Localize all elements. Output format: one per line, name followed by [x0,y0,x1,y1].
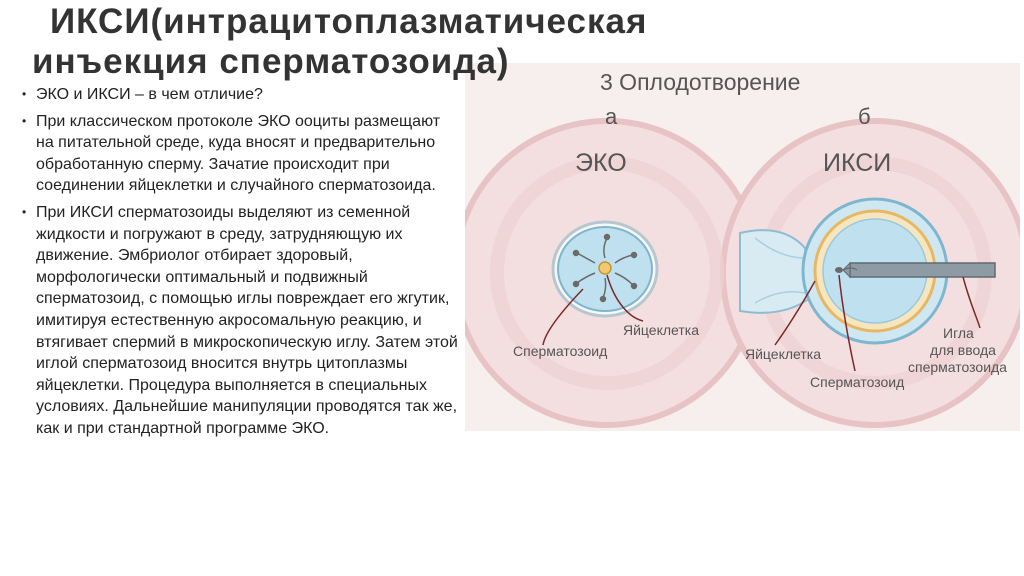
panel-a-name: ЭКО [575,149,627,177]
bullet-dot-icon: • [22,204,27,219]
bullet-list [22,84,462,445]
figure-heading: 3 Оплодотворение [600,69,801,95]
fertilization-diagram [465,63,1020,431]
panel-b-label-egg: Яйцеклетка [745,346,821,362]
eko-egg [599,262,611,274]
bullet-text: При ИКСИ сперматозоиды выделяют из семенной жидкости и погружают в среду, затрудняющую их движение. Эмбриолог отбирает здоровый, морфологически оптимальный и подвижный сперматозоид, с помощью иглы повреждает его жгутик, имитируя естественную акросомальную реакцию, и втягивает спермий в микроскопическую иглу. Затем этой иглой сперматозоид вносится внутрь цитоплазмы яйцеклетки. Процедура выполняется в специальных условиях. Дальнейшие манипуляции проводятся так же, как и при стандартной программе ЭКО. [36,203,458,437]
bullet-item [22,111,462,197]
injection-needle [850,263,995,277]
bullet-item [22,202,462,440]
panel-b-label-sperm: Сперматозоид [810,374,905,390]
panel-b-label-needle-2: для ввода [930,342,996,358]
panel-a-label-sperm: Сперматозоид [513,343,608,359]
panel-a-label-egg: Яйцеклетка [623,322,699,338]
bullet-dot-icon: • [22,113,27,128]
panel-b-name: ИКСИ [823,149,892,177]
fertilization-illustration [465,63,1020,431]
bullet-text: При классическом протоколе ЭКО ооциты размещают на питательной среде, куда вносят и предварительно обработанную сперму. Зачатие происходит при соединении яйцеклетки и случайного сперматозоида. [36,112,441,195]
title-line-2: инъекция сперматозоида) [32,42,510,81]
panel-a-letter: а [605,104,618,129]
icsi-sperm [835,267,843,273]
panel-b-letter: б [858,104,871,129]
title-line-1: ИКСИ(интрацитоплазматическая [50,2,648,41]
bullet-text: ЭКО и ИКСИ – в чем отличие? [36,86,263,103]
slide-title [32,2,792,82]
panel-b-label-needle-3: сперматозоида [908,359,1007,375]
panel-b-label-needle-1: Игла [943,325,974,341]
bullet-dot-icon: • [22,87,27,101]
holding-pipette [740,230,810,313]
bullet-item [22,84,462,106]
